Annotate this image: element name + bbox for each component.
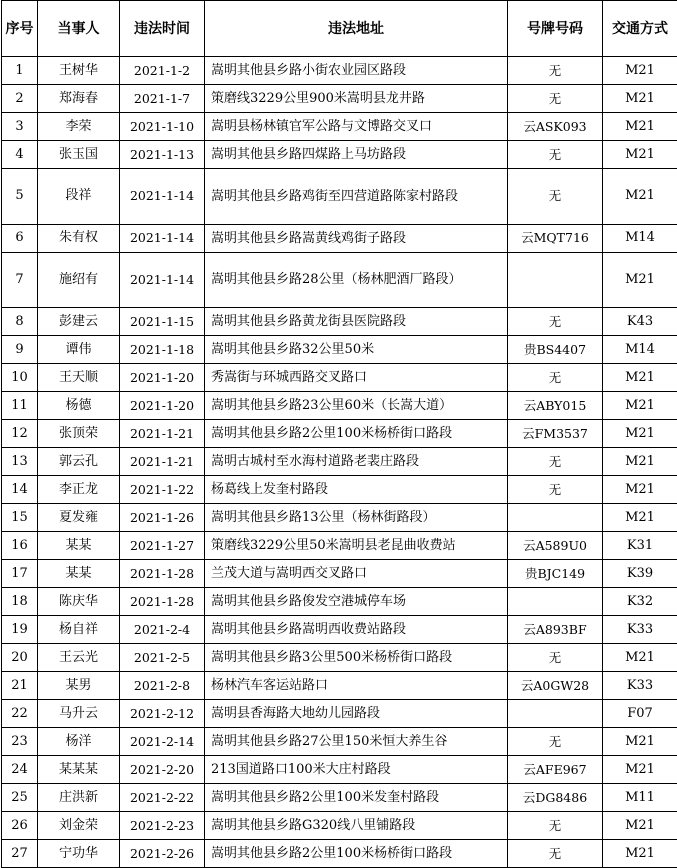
cell-no: 18 (2, 588, 38, 616)
cell-plate: 无 (508, 57, 603, 85)
table-row (2, 812, 677, 840)
cell-mode: M14 (603, 336, 677, 364)
cell-address: 嵩明其他县乡路俊发空港城停车场 (205, 588, 508, 616)
cell-no: 4 (2, 141, 38, 169)
cell-address: 嵩明其他县乡路32公里50米 (205, 336, 508, 364)
header-row (2, 1, 677, 57)
cell-address: 嵩明其他县乡路27公里150米恒大养生谷 (205, 728, 508, 756)
cell-time: 2021-2-12 (120, 700, 205, 728)
cell-plate: 无 (508, 141, 603, 169)
header-plate: 号牌号码 (508, 1, 603, 57)
cell-plate: 无 (508, 812, 603, 840)
cell-mode: M21 (603, 169, 677, 225)
cell-no: 11 (2, 392, 38, 420)
table-row (2, 392, 677, 420)
cell-no: 17 (2, 560, 38, 588)
cell-plate: 云AFE967 (508, 756, 603, 784)
cell-address: 策磨线3229公里50米嵩明县老昆曲收费站 (205, 532, 508, 560)
cell-plate: 贵BJC149 (508, 560, 603, 588)
cell-plate: 云A893BF (508, 616, 603, 644)
cell-time: 2021-1-14 (120, 224, 205, 252)
cell-address: 嵩明古城村至水海村道路老裴庄路段 (205, 448, 508, 476)
table-row (2, 252, 677, 308)
cell-mode: M14 (603, 224, 677, 252)
cell-person: 刘金荣 (38, 812, 120, 840)
table-row (2, 448, 677, 476)
cell-address: 嵩明其他县乡路28公里（杨林肥酒厂路段） (205, 252, 508, 308)
cell-time: 2021-1-21 (120, 420, 205, 448)
cell-no: 5 (2, 169, 38, 225)
table-row (2, 700, 677, 728)
cell-no: 19 (2, 616, 38, 644)
cell-mode: M21 (603, 364, 677, 392)
cell-person: 杨自祥 (38, 616, 120, 644)
cell-person: 王云光 (38, 644, 120, 672)
cell-plate: 云A0GW28 (508, 672, 603, 700)
cell-address: 秀嵩街与环城西路交叉路口 (205, 364, 508, 392)
cell-person: 某某 (38, 560, 120, 588)
cell-person: 庄洪新 (38, 784, 120, 812)
cell-person: 马升云 (38, 700, 120, 728)
cell-plate (508, 700, 603, 728)
header-mode: 交通方式 (603, 1, 677, 57)
cell-no: 8 (2, 308, 38, 336)
cell-address: 嵩明其他县乡路2公里100米杨桥街口路段 (205, 840, 508, 868)
cell-mode: M21 (603, 504, 677, 532)
cell-address: 兰茂大道与嵩明西交叉路口 (205, 560, 508, 588)
cell-person: 陈庆华 (38, 588, 120, 616)
table-row (2, 644, 677, 672)
cell-address: 杨葛线上发奎村路段 (205, 476, 508, 504)
header-no: 序号 (2, 1, 38, 57)
cell-mode: M21 (603, 113, 677, 141)
table-body (2, 57, 677, 868)
cell-plate: 无 (508, 840, 603, 868)
cell-mode: M21 (603, 476, 677, 504)
cell-address: 嵩明其他县乡路23公里60米（长嵩大道） (205, 392, 508, 420)
cell-mode: K43 (603, 308, 677, 336)
cell-address: 213国道路口100米大庄村路段 (205, 756, 508, 784)
cell-plate: 无 (508, 644, 603, 672)
cell-person: 宁功华 (38, 840, 120, 868)
cell-person: 段祥 (38, 169, 120, 225)
cell-person: 朱有权 (38, 224, 120, 252)
cell-plate: 无 (508, 476, 603, 504)
cell-no: 3 (2, 113, 38, 141)
cell-no: 20 (2, 644, 38, 672)
cell-mode: K39 (603, 560, 677, 588)
cell-address: 嵩明其他县乡路G320线八里铺路段 (205, 812, 508, 840)
cell-address: 嵩明县杨林镇官军公路与文博路交叉口 (205, 113, 508, 141)
cell-plate: 无 (508, 728, 603, 756)
cell-no: 6 (2, 224, 38, 252)
cell-time: 2021-1-14 (120, 169, 205, 225)
cell-mode: M21 (603, 448, 677, 476)
cell-plate: 云MQT716 (508, 224, 603, 252)
table-row (2, 728, 677, 756)
cell-person: 李正龙 (38, 476, 120, 504)
cell-plate: 无 (508, 169, 603, 225)
table-row (2, 476, 677, 504)
table-row (2, 169, 677, 225)
cell-plate: 云ABY015 (508, 392, 603, 420)
cell-mode: M21 (603, 420, 677, 448)
cell-address: 嵩明其他县乡路13公里（杨林街路段） (205, 504, 508, 532)
cell-no: 22 (2, 700, 38, 728)
cell-time: 2021-1-21 (120, 448, 205, 476)
cell-no: 13 (2, 448, 38, 476)
cell-time: 2021-1-10 (120, 113, 205, 141)
cell-time: 2021-2-4 (120, 616, 205, 644)
cell-person: 李荣 (38, 113, 120, 141)
table-row (2, 57, 677, 85)
cell-time: 2021-2-26 (120, 840, 205, 868)
cell-no: 14 (2, 476, 38, 504)
table-row (2, 141, 677, 169)
cell-no: 7 (2, 252, 38, 308)
cell-plate: 云FM3537 (508, 420, 603, 448)
cell-mode: M21 (603, 392, 677, 420)
cell-person: 施绍有 (38, 252, 120, 308)
cell-person: 杨德 (38, 392, 120, 420)
cell-address: 嵩明其他县乡路鸡街至四营道路陈家村路段 (205, 169, 508, 225)
table-row (2, 308, 677, 336)
cell-time: 2021-1-2 (120, 57, 205, 85)
cell-plate (508, 588, 603, 616)
cell-mode: K33 (603, 672, 677, 700)
cell-time: 2021-1-18 (120, 336, 205, 364)
cell-plate (508, 504, 603, 532)
cell-plate (508, 252, 603, 308)
table-row (2, 420, 677, 448)
cell-address: 嵩明其他县乡路黄龙街县医院路段 (205, 308, 508, 336)
cell-no: 16 (2, 532, 38, 560)
cell-no: 27 (2, 840, 38, 868)
cell-plate: 云A589U0 (508, 532, 603, 560)
table-row (2, 364, 677, 392)
cell-person: 杨洋 (38, 728, 120, 756)
cell-person: 郑海春 (38, 85, 120, 113)
cell-time: 2021-1-7 (120, 85, 205, 113)
cell-mode: M21 (603, 840, 677, 868)
cell-time: 2021-1-14 (120, 252, 205, 308)
cell-plate: 无 (508, 85, 603, 113)
cell-time: 2021-1-28 (120, 560, 205, 588)
table-row (2, 336, 677, 364)
cell-address: 嵩明其他县乡路嵩明西收费站路段 (205, 616, 508, 644)
cell-plate: 云DG8486 (508, 784, 603, 812)
cell-mode: F07 (603, 700, 677, 728)
header-address: 违法地址 (205, 1, 508, 57)
cell-time: 2021-1-15 (120, 308, 205, 336)
cell-person: 某男 (38, 672, 120, 700)
cell-person: 彭建云 (38, 308, 120, 336)
cell-time: 2021-2-20 (120, 756, 205, 784)
cell-address: 杨林汽车客运站路口 (205, 672, 508, 700)
table-row (2, 504, 677, 532)
cell-person: 谭伟 (38, 336, 120, 364)
table-row (2, 85, 677, 113)
cell-person: 夏发雍 (38, 504, 120, 532)
cell-mode: M21 (603, 85, 677, 113)
table-row (2, 532, 677, 560)
cell-person: 张顶荣 (38, 420, 120, 448)
cell-address: 嵩明其他县乡路小街农业园区路段 (205, 57, 508, 85)
cell-time: 2021-2-5 (120, 644, 205, 672)
cell-mode: K31 (603, 532, 677, 560)
cell-address: 策磨线3229公里900米嵩明县龙井路 (205, 85, 508, 113)
cell-mode: M21 (603, 141, 677, 169)
cell-time: 2021-1-26 (120, 504, 205, 532)
cell-person: 郭云孔 (38, 448, 120, 476)
cell-time: 2021-1-20 (120, 364, 205, 392)
cell-no: 15 (2, 504, 38, 532)
table-row (2, 113, 677, 141)
cell-person: 王树华 (38, 57, 120, 85)
cell-mode: M21 (603, 756, 677, 784)
cell-no: 23 (2, 728, 38, 756)
cell-time: 2021-1-20 (120, 392, 205, 420)
cell-mode: M21 (603, 728, 677, 756)
cell-mode: M21 (603, 644, 677, 672)
table-row (2, 840, 677, 868)
cell-mode: K32 (603, 588, 677, 616)
cell-time: 2021-2-23 (120, 812, 205, 840)
cell-plate: 无 (508, 364, 603, 392)
cell-address: 嵩明其他县乡路2公里100米杨桥街口路段 (205, 420, 508, 448)
cell-time: 2021-2-14 (120, 728, 205, 756)
cell-plate: 贵BS4407 (508, 336, 603, 364)
cell-person: 某某某 (38, 756, 120, 784)
header-time: 违法时间 (120, 1, 205, 57)
cell-mode: K33 (603, 616, 677, 644)
cell-mode: M21 (603, 252, 677, 308)
cell-time: 2021-1-22 (120, 476, 205, 504)
cell-no: 12 (2, 420, 38, 448)
cell-no: 1 (2, 57, 38, 85)
table-row (2, 224, 677, 252)
header-person: 当事人 (38, 1, 120, 57)
cell-address: 嵩明县香海路大地幼儿园路段 (205, 700, 508, 728)
cell-no: 2 (2, 85, 38, 113)
cell-person: 张玉国 (38, 141, 120, 169)
cell-person: 某某 (38, 532, 120, 560)
cell-time: 2021-1-27 (120, 532, 205, 560)
cell-address: 嵩明其他县乡路3公里500米杨桥街口路段 (205, 644, 508, 672)
cell-mode: M21 (603, 812, 677, 840)
cell-address: 嵩明其他县乡路四煤路上马坊路段 (205, 141, 508, 169)
cell-address: 嵩明其他县乡路2公里100米发奎村路段 (205, 784, 508, 812)
cell-time: 2021-2-8 (120, 672, 205, 700)
cell-no: 24 (2, 756, 38, 784)
cell-person: 王天顺 (38, 364, 120, 392)
cell-no: 26 (2, 812, 38, 840)
cell-time: 2021-1-28 (120, 588, 205, 616)
cell-plate: 无 (508, 308, 603, 336)
cell-time: 2021-2-22 (120, 784, 205, 812)
cell-no: 25 (2, 784, 38, 812)
cell-no: 9 (2, 336, 38, 364)
cell-no: 10 (2, 364, 38, 392)
cell-plate: 云ASK093 (508, 113, 603, 141)
table-row (2, 756, 677, 784)
cell-address: 嵩明其他县乡路嵩黄线鸡街子路段 (205, 224, 508, 252)
table-row (2, 588, 677, 616)
table-row (2, 784, 677, 812)
table-row (2, 560, 677, 588)
violations-table (1, 0, 677, 868)
cell-mode: M21 (603, 57, 677, 85)
cell-time: 2021-1-13 (120, 141, 205, 169)
cell-mode: M11 (603, 784, 677, 812)
table-row (2, 616, 677, 644)
cell-no: 21 (2, 672, 38, 700)
cell-plate: 无 (508, 448, 603, 476)
table-row (2, 672, 677, 700)
